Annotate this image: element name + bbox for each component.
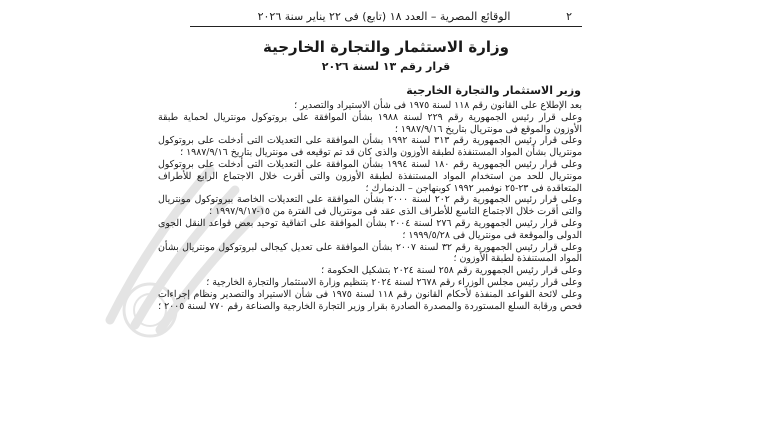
paragraph: وعلى قرار رئيس الجمهورية رقم ٣٢ لسنة ٢٠٠٧ بشأن الموافقة على تعديل كيجالى لبروتوكول مونتريال بشأن المواد المستنفذة لطبقة الأوزون ؛ <box>158 241 582 265</box>
page-number: ٢ <box>566 10 572 23</box>
paragraph: وعلى قرار رئيس مجلس الوزراء رقم ٢٦٧٨ لسنة ٢٠٢٤ بتنظيم وزارة الاستثمار والتجارة الخارجية ؛ <box>206 276 582 288</box>
paragraph: وعلى قرار رئيس الجمهورية رقم ٢٥٨ لسنة ٢٠٢٤ بتشكيل الحكومة ؛ <box>321 265 582 277</box>
ministry-title: وزارة الاستثمار والتجارة الخارجية <box>263 38 509 56</box>
paragraph: وعلى قرار رئيس الجمهورية رقم ٢٠٢ لسنة ٢٠٠٠ بشأن الموافقة على التعديلات الخاصة ببروتوكول مونتريال والتى أقرت خلال الاجتماع التاسع للأطراف الذى عقد فى مونتريال فى الفترة من ١٥-١٩٩٧/٩/١٧ ؛ <box>158 194 582 218</box>
paragraph: وعلى قرار رئيس الجمهورية رقم ١٨٠ لسنة ١٩٩٤ بشأن الموافقة على التعديلات التى أدخلت على بروتوكول مونتريال للحد من استخدام المواد المستنفذة لطبقة الأوزون والتى أقرت خلال الاجتماع الرابع للأطراف المتعاقدة فى ٢٣-٢٥ نوفمبر ١٩٩٢ كوبنهاجن – الدنمارك ؛ <box>158 158 582 194</box>
decree-number: قرار رقم ١٣ لسنة ٢٠٢٦ <box>321 60 451 73</box>
paragraph: وعلى قرار رئيس الجمهورية رقم ٢٧٦ لسنة ٢٠٠٤ بشأن الموافقة على اتفاقية توحيد بعض قواعد النقل الجوى الدولى والموقعة فى مونتريال فى ١٩٩٩/٥/٢٨ ؛ <box>158 217 582 241</box>
paragraph: وعلى لائحة القواعد المنفذة لأحكام القانون رقم ١١٨ لسنة ١٩٧٥ فى شأن الاستيراد والتصدير ونظام إجراءات فحص ورقابة السلع المستوردة والمصدرة الصادرة بقرار وزير التجارة الخارجية والصناعة رقم ٧٧٠ لسنة ٢٠٠٥ ؛ <box>158 288 583 312</box>
header-rule <box>190 26 582 27</box>
paragraph: وعلى قرار رئيس الجمهورية رقم ٣١٣ لسنة ١٩٩٢ بشأن الموافقة على التعديلات التى أدخلت على بروتوكول مونتريال بشأن المواد المستنفذة لطبقة الأوزون والذى كان قد تم توقيعه فى مونتريال بتاريخ ١٩٨٧/٩/١٦ ؛ <box>158 135 582 159</box>
issuer-heading: وزير الاستثمار والتجارة الخارجية <box>406 84 581 97</box>
decree-preamble <box>158 100 582 312</box>
paragraph: وعلى قرار رئيس الجمهورية رقم ٢٢٩ لسنة ١٩٨٨ بشأن الموافقة على بروتوكول مونتريال لحماية طبقة الأوزون والموقع فى مونتريال بتاريخ ١٩٨٧/٩/١٦ ؛ <box>158 111 582 135</box>
gazette-header-title: الوقائع المصرية – العدد ١٨ (تابع) فى ٢٢ يناير سنة ٢٠٢٦ <box>257 10 511 23</box>
paragraph: بعد الإطلاع على القانون رقم ١١٨ لسنة ١٩٧٥ فى شأن الاستيراد والتصدير ؛ <box>294 100 582 111</box>
running-header <box>196 10 572 27</box>
